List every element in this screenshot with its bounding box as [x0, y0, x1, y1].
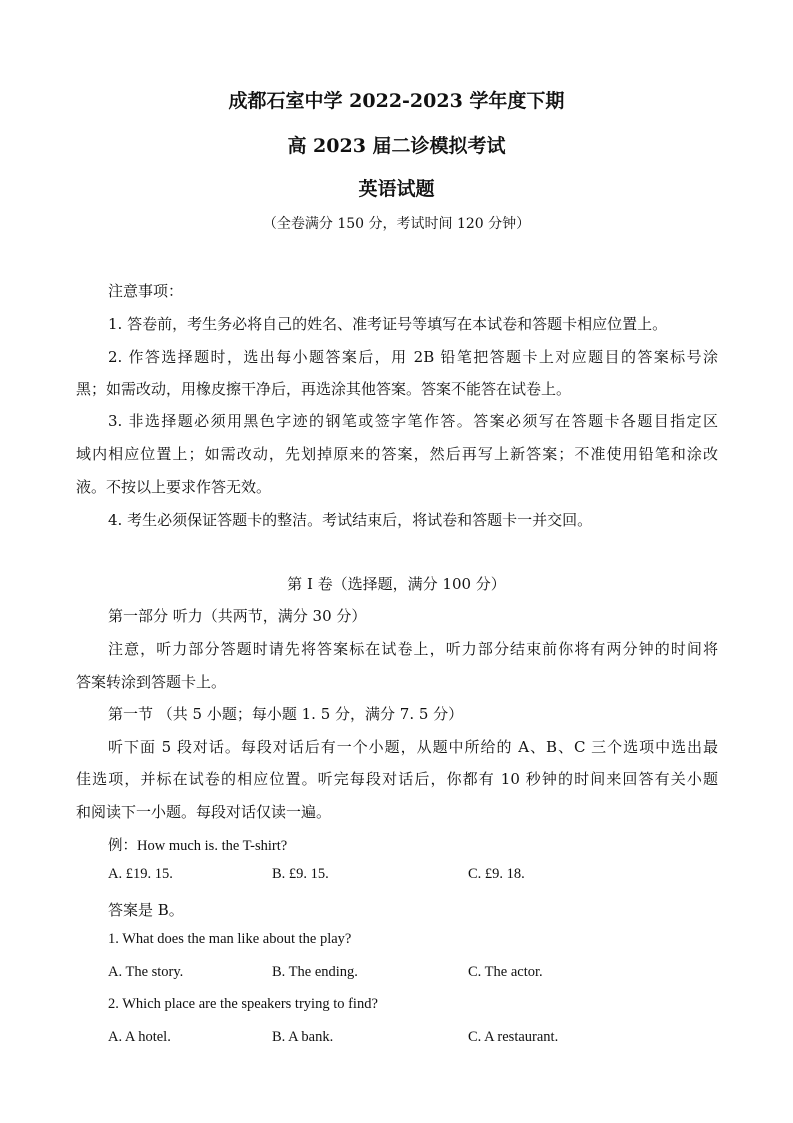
question-1-option-b: B. The ending. — [272, 964, 358, 980]
part-1-heading: 第一部分 听力（共两节，满分 30 分） — [108, 607, 367, 625]
instructions-line-2: 佳选项，并标在试卷的相应位置。听完每段对话后，你都有 10 秒钟的时间来回答有关小题 — [76, 770, 718, 788]
instructions-line-1: 听下面 5 段对话。每段对话后有一个小题，从题中所给的 A、B、C 三个选项中选出最 — [108, 738, 718, 756]
question-2-option-b: B. A bank. — [272, 1029, 334, 1045]
notice-item-2-line-2: 黑；如需改动，用橡皮擦干净后，再选涂其他答案。答案不能答在试卷上。 — [76, 380, 572, 398]
notice-item-2-line-1: 2. 作答选择题时，选出每小题答案后，用 2B 铅笔把答题卡上对应题目的答案标号涂 — [108, 348, 718, 366]
example-option-b: B. £9. 15. — [272, 866, 329, 882]
example-question: 例：How much is. the T-shirt? — [108, 838, 288, 854]
notice-heading: 注意事项： — [108, 282, 184, 300]
instructions-line-3: 和阅读下一小题。每段对话仅读一遍。 — [76, 803, 332, 821]
notice-item-3-line-2: 域内相应位置上；如需改动，先划掉原来的答案，然后再写上新答案；不准使用铅笔和涂改 — [76, 445, 718, 463]
notice-item-3-line-1: 3. 非选择题必须用黑色字迹的钢笔或签字笔作答。答案必须写在答题卡各题目指定区 — [108, 412, 718, 430]
listening-note-line-1: 注意，听力部分答题时请先将答案标在试卷上，听力部分结束前你将有两分钟的时间将 — [108, 640, 718, 658]
question-2-option-a: A. A hotel. — [108, 1029, 171, 1045]
volume-heading: 第 I 卷（选择题，满分 100 分） — [287, 575, 506, 593]
exam-session-title: 高 2023 届二诊模拟考试 — [287, 135, 506, 157]
exam-duration-note: （全卷满分 150 分，考试时间 120 分钟） — [262, 216, 531, 232]
exam-title: 成都石室中学 2022-2023 学年度下期 — [228, 90, 565, 112]
question-1-option-a: A. The story. — [108, 964, 184, 980]
section-1-heading: 第一节 （共 5 小题；每小题 1. 5 分，满分 7. 5 分） — [108, 705, 464, 723]
question-1-option-c: C. The actor. — [468, 964, 543, 980]
notice-item-1: 1. 答卷前，考生务必将自己的姓名、准考证号等填写在本试卷和答题卡相应位置上。 — [108, 315, 668, 333]
subject-title: 英语试题 — [358, 178, 435, 200]
question-2-option-c: C. A restaurant. — [468, 1029, 559, 1045]
notice-item-4: 4. 考生必须保证答题卡的整洁。考试结束后，将试卷和答题卡一并交回。 — [108, 511, 593, 529]
question-1: 1. What does the man like about the play? — [108, 931, 352, 947]
example-answer: 答案是 B。 — [108, 901, 184, 919]
example-option-a: A. £19. 15. — [108, 866, 173, 882]
question-2: 2. Which place are the speakers trying to find? — [108, 996, 378, 1012]
example-option-c: C. £9. 18. — [468, 866, 525, 882]
notice-item-3-line-3: 液。不按以上要求作答无效。 — [76, 478, 272, 496]
listening-note-line-2: 答案转涂到答题卡上。 — [76, 673, 227, 691]
